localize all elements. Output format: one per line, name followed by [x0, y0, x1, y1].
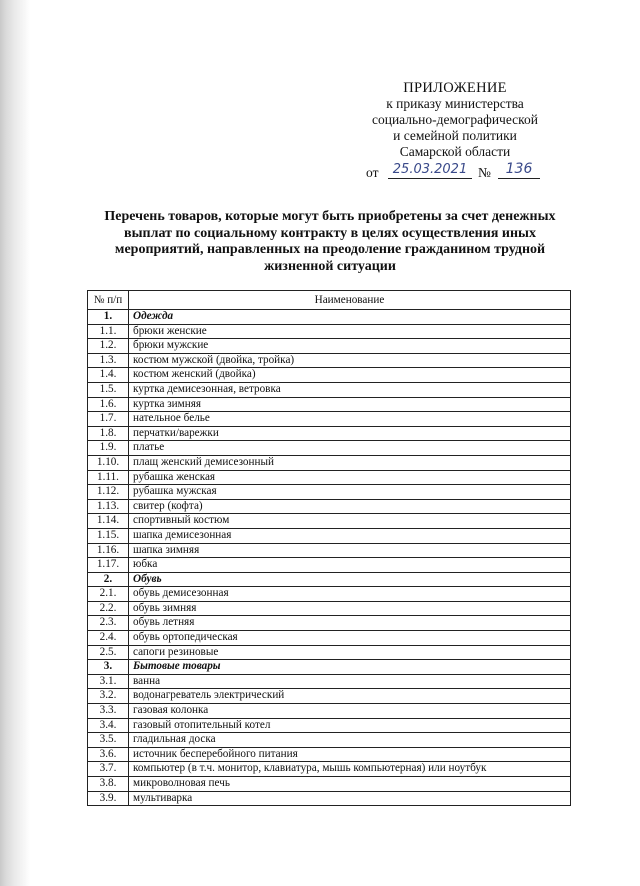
item-name: платье [129, 441, 571, 456]
table-row [88, 412, 571, 427]
table-row [88, 353, 571, 368]
row-number: 3.4. [88, 718, 129, 733]
row-number: 1.6. [88, 397, 129, 412]
row-number: 1.2. [88, 339, 129, 354]
col-num-header: № п/п [88, 291, 129, 310]
appendix-line-4: Самарской области [399, 144, 511, 159]
row-number: 2.1. [88, 587, 129, 602]
item-name: куртка зимняя [129, 397, 571, 412]
row-number: 3.2. [88, 689, 129, 704]
table-row [88, 324, 571, 339]
row-number: 1.5. [88, 382, 129, 397]
table-row [88, 718, 571, 733]
row-number: 1. [88, 310, 129, 325]
col-name-header: Наименование [129, 291, 571, 310]
row-number: 3.7. [88, 762, 129, 777]
table-row [88, 747, 571, 762]
row-number: 2.5. [88, 645, 129, 660]
item-name: обувь ортопедическая [129, 631, 571, 646]
table-row [88, 704, 571, 719]
appendix-title: ПРИЛОЖЕНИЕ [403, 80, 507, 96]
item-name: шапка демисезонная [129, 528, 571, 543]
item-name: юбка [129, 558, 571, 573]
item-name: перчатки/варежки [129, 426, 571, 441]
table-row [88, 441, 571, 456]
table-row [88, 368, 571, 383]
item-name: газовый отопительный котел [129, 718, 571, 733]
item-name: спортивный костюм [129, 514, 571, 529]
row-number: 1.7. [88, 412, 129, 427]
item-name: обувь демисезонная [129, 587, 571, 602]
item-name: костюм женский (двойка) [129, 368, 571, 383]
table-row [88, 762, 571, 777]
table-row [88, 777, 571, 792]
row-number: 3.1. [88, 674, 129, 689]
row-number: 2.4. [88, 631, 129, 646]
table-row [88, 645, 571, 660]
appendix-line-3: и семейной политики [393, 128, 517, 143]
item-name: водонагреватель электрический [129, 689, 571, 704]
table-row [88, 382, 571, 397]
table-row [88, 470, 571, 485]
item-name: куртка демисезонная, ветровка [129, 382, 571, 397]
row-number: 1.12. [88, 485, 129, 500]
row-number: 1.16. [88, 543, 129, 558]
item-name: шапка зимняя [129, 543, 571, 558]
appendix-line-2: социально-демографической [371, 112, 539, 127]
item-name: обувь летняя [129, 616, 571, 631]
table-row [88, 601, 571, 616]
table-row [88, 339, 571, 354]
row-number: 1.15. [88, 528, 129, 543]
table-row [88, 558, 571, 573]
document-title: Перечень товаров, которые могут быть приобретены за счет денежных выплат по социальному контракту в целях осуществления иных мероприятий, направленных на преодоление гражданином трудной жизненной ситуации [104, 209, 556, 274]
row-number: 1.8. [88, 426, 129, 441]
scan-edge [0, 0, 30, 886]
row-number: 2.2. [88, 601, 129, 616]
table-row [88, 543, 571, 558]
table-row [88, 791, 571, 806]
item-name: рубашка мужская [129, 485, 571, 500]
item-name: брюки мужские [129, 339, 571, 354]
item-name: мультиварка [129, 791, 571, 806]
item-name: свитер (кофта) [129, 499, 571, 514]
item-name: источник бесперебойного питания [129, 747, 571, 762]
item-name: рубашка женская [129, 470, 571, 485]
table-row [88, 455, 571, 470]
item-name: костюм мужской (двойка, тройка) [129, 353, 571, 368]
item-name: нательное белье [129, 412, 571, 427]
row-number: 1.4. [88, 368, 129, 383]
row-number: 3.5. [88, 733, 129, 748]
table-row [88, 485, 571, 500]
item-name: обувь зимняя [129, 601, 571, 616]
row-number: 1.10. [88, 455, 129, 470]
row-number: 1.3. [88, 353, 129, 368]
date-label: от [366, 165, 379, 180]
item-name: микроволновая печь [129, 777, 571, 792]
row-number: 1.9. [88, 441, 129, 456]
section-row [88, 572, 571, 587]
appendix-header [340, 80, 570, 181]
number-label: № [478, 165, 491, 180]
order-line [340, 161, 570, 181]
row-number: 2. [88, 572, 129, 587]
table-row [88, 689, 571, 704]
table-row [88, 674, 571, 689]
row-number: 3.3. [88, 704, 129, 719]
table-row [88, 587, 571, 602]
table-body [88, 310, 571, 806]
row-number: 1.17. [88, 558, 129, 573]
section-name: Обувь [129, 572, 571, 587]
table-row [88, 514, 571, 529]
row-number: 3.6. [88, 747, 129, 762]
row-number: 2.3. [88, 616, 129, 631]
item-name: газовая колонка [129, 704, 571, 719]
goods-table [87, 290, 571, 806]
item-name: компьютер (в т.ч. монитор, клавиатура, мышь компьютерная) или ноутбук [129, 762, 571, 777]
row-number: 3.9. [88, 791, 129, 806]
section-name: Одежда [129, 310, 571, 325]
table-row [88, 733, 571, 748]
item-name: плащ женский демисезонный [129, 455, 571, 470]
order-number: 136 [498, 161, 540, 179]
row-number: 1.1. [88, 324, 129, 339]
item-name: гладильная доска [129, 733, 571, 748]
table-row [88, 426, 571, 441]
item-name: ванна [129, 674, 571, 689]
table-row [88, 397, 571, 412]
section-row [88, 310, 571, 325]
table-header-row [88, 291, 571, 310]
item-name: сапоги резиновые [129, 645, 571, 660]
row-number: 3. [88, 660, 129, 675]
appendix-line-1: к приказу министерства [386, 96, 524, 111]
table-row [88, 528, 571, 543]
section-row [88, 660, 571, 675]
item-name: брюки женские [129, 324, 571, 339]
row-number: 1.13. [88, 499, 129, 514]
table-row [88, 631, 571, 646]
row-number: 1.11. [88, 470, 129, 485]
table-row [88, 499, 571, 514]
table-row [88, 616, 571, 631]
section-name: Бытовые товары [129, 660, 571, 675]
row-number: 3.8. [88, 777, 129, 792]
order-date: 25.03.2021 [388, 161, 472, 179]
row-number: 1.14. [88, 514, 129, 529]
